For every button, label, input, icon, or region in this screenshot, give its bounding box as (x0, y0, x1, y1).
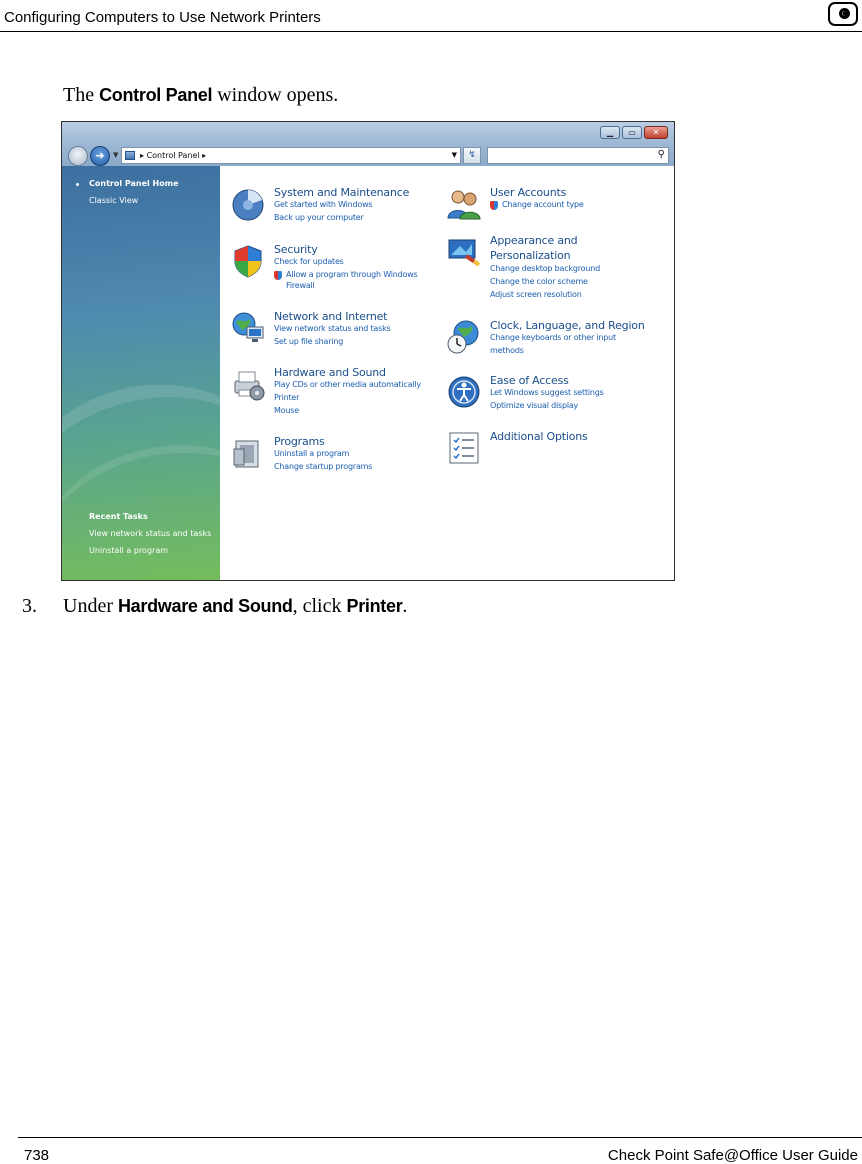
link-check-updates[interactable]: Check for updates (274, 257, 344, 266)
uac-shield-icon (490, 201, 498, 210)
category-network-title[interactable]: Network and Internet (274, 310, 388, 323)
link-get-started[interactable]: Get started with Windows (274, 200, 373, 209)
link-color-scheme[interactable]: Change the color scheme (490, 277, 588, 286)
address-bar[interactable] (121, 147, 461, 164)
recent-task-network[interactable]: View network status and tasks (89, 529, 212, 538)
refresh-icon[interactable]: ↯ (463, 147, 481, 164)
link-uninstall[interactable]: Uninstall a program (274, 449, 350, 458)
link-keyboards[interactable]: Change keyboards or other input (490, 333, 616, 342)
link-screen-resolution[interactable]: Adjust screen resolution (490, 290, 582, 299)
system-maintenance-icon (230, 186, 266, 222)
security-shield-icon (230, 243, 266, 279)
content-pane (220, 166, 674, 580)
step-number: 3. (22, 595, 37, 617)
intro-suffix: window opens. (217, 84, 339, 106)
address-dropdown-icon[interactable]: ▼ (451, 151, 457, 159)
step-suffix: . (402, 595, 408, 617)
intro-bold: Control Panel (99, 85, 213, 105)
programs-icon (230, 435, 266, 471)
category-clock-title[interactable]: Clock, Language, and Region (490, 319, 645, 332)
additional-options-icon (446, 430, 482, 466)
left-pane (62, 166, 220, 580)
category-appearance-title-2[interactable]: Personalization (490, 249, 571, 262)
step-bold-printer: Printer (346, 596, 403, 616)
maximize-icon[interactable]: ▭ (622, 126, 642, 139)
history-dropdown-icon[interactable]: ▼ (113, 151, 119, 159)
checkpoint-logo-icon (828, 2, 858, 26)
minimize-icon[interactable]: ▁ (600, 126, 620, 139)
step-text (63, 595, 407, 618)
page-footer (18, 1137, 862, 1164)
control-panel-icon (125, 151, 135, 160)
window-titlebar (62, 122, 674, 166)
link-file-sharing[interactable]: Set up file sharing (274, 337, 344, 346)
guide-title: Check Point Safe@Office User Guide (607, 1147, 858, 1164)
bullet-icon (76, 183, 79, 186)
forward-button[interactable]: ➜ (90, 146, 110, 166)
link-mouse[interactable]: Mouse (274, 406, 299, 415)
category-additional-title[interactable]: Additional Options (490, 430, 588, 443)
category-hardware-title[interactable]: Hardware and Sound (274, 366, 386, 379)
step-middle: , click (292, 595, 342, 617)
link-firewall[interactable]: Firewall (286, 281, 315, 290)
clock-globe-icon (446, 319, 482, 355)
breadcrumb[interactable]: ▸ Control Panel ▸ (140, 151, 207, 160)
control-panel-screenshot (61, 121, 675, 581)
link-play-cds[interactable]: Play CDs or other media automatically (274, 380, 421, 389)
link-startup[interactable]: Change startup programs (274, 462, 373, 471)
link-visual-display[interactable]: Optimize visual display (490, 401, 579, 410)
category-users-title[interactable]: User Accounts (490, 186, 567, 199)
classic-view-link[interactable]: Classic View (89, 196, 139, 205)
category-programs-title[interactable]: Programs (274, 435, 325, 448)
ease-of-access-icon (446, 374, 482, 410)
link-desktop-background[interactable]: Change desktop background (490, 264, 600, 273)
intro-prefix: The (63, 84, 95, 106)
search-input[interactable] (487, 147, 669, 164)
link-back-up[interactable]: Back up your computer (274, 213, 364, 222)
link-allow-program[interactable]: Allow a program through Windows (286, 270, 418, 279)
control-panel-home-link[interactable]: Control Panel Home (89, 179, 179, 188)
uac-shield-icon (274, 271, 282, 280)
user-accounts-icon (446, 186, 482, 222)
category-ease-title[interactable]: Ease of Access (490, 374, 569, 387)
search-icon: ⚲ (657, 149, 665, 160)
link-network-status[interactable]: View network status and tasks (274, 324, 391, 333)
close-icon[interactable]: ✕ (644, 126, 668, 139)
category-security-title[interactable]: Security (274, 243, 318, 256)
page-header (0, 0, 862, 32)
step-prefix: Under (63, 595, 113, 617)
hardware-printer-icon (230, 366, 266, 402)
page-number: 738 (24, 1147, 50, 1164)
back-button[interactable] (68, 146, 88, 166)
recent-tasks-title: Recent Tasks (89, 512, 148, 521)
category-system-title[interactable]: System and Maintenance (274, 186, 410, 199)
window-buttons (600, 126, 668, 139)
network-globe-icon (230, 310, 266, 346)
link-windows-suggest[interactable]: Let Windows suggest settings (490, 388, 604, 397)
link-printer[interactable]: Printer (274, 393, 300, 402)
recent-task-uninstall[interactable]: Uninstall a program (89, 546, 169, 555)
step-bold-hardware: Hardware and Sound (117, 596, 293, 616)
link-input-methods[interactable]: methods (490, 346, 524, 355)
intro-paragraph (63, 84, 338, 107)
category-appearance-title-1[interactable]: Appearance and (490, 234, 578, 247)
header-title: Configuring Computers to Use Network Printers (4, 9, 321, 26)
appearance-icon (446, 234, 482, 270)
breadcrumb-label: Control Panel (146, 151, 200, 160)
link-change-account[interactable]: Change account type (502, 200, 584, 209)
